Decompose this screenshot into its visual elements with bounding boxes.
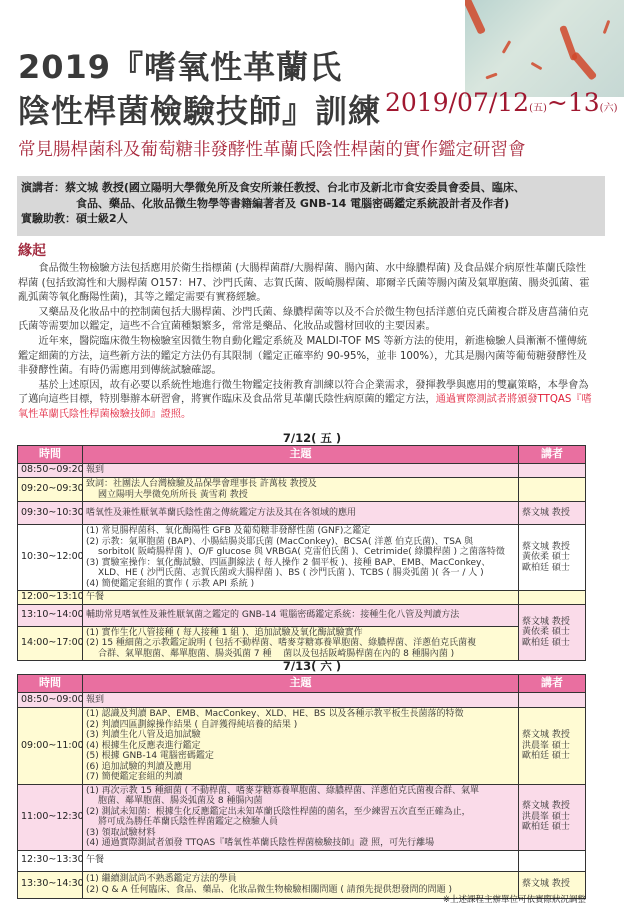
topic-cell [83,478,519,502]
topic-line: 嗜氧性及兼性厭氧革蘭氏陰性菌之傳統鑑定方法及其在各領域的應用 [86,507,357,518]
speaker-cell [519,502,586,525]
lecturer-box [17,176,605,236]
time-cell: 08:50~09:00 [18,693,83,708]
topic-line: 午餐 [86,855,105,866]
speaker-name: 蔡文城 教授 [522,541,570,552]
table-row [18,784,586,850]
date-end: ~13 [546,88,600,117]
topic-line: (7) 簡便鑑定套組的判讀 [86,772,183,782]
table-row [18,693,586,708]
speaker-name: 蔡文城 教授 [522,507,570,518]
speaker-cell [519,693,586,708]
speaker-name: 歐柏廷 碩士 [522,562,570,573]
topic-line: 將可成為勝任革蘭氏陰性桿菌鑑定之檢驗人員 [98,817,279,827]
lecturer-line1: 演講者：蔡文城 教授(國立陽明大學微免所及食安所兼任教授、台北市及新北市食安委員會委員、臨床、 [21,181,525,194]
speaker-cell [519,784,586,850]
topic-cell [83,591,519,605]
topic-cell [83,525,519,591]
speaker-name: 歐柏廷 碩士 [522,751,570,761]
topic-line: (2) 示教：氣單胞菌 (BAP)、小腸結腸炎耶氏菌 (MacConkey)、BCSA( 洋蔥 伯克氏菌)、TSA 與 [86,536,474,547]
speaker-name: 黃依柔 碩士 [522,552,570,563]
speaker-name: 蔡文城 教授 [522,801,570,812]
date-day2: (六) [599,103,618,114]
day2-schedule-table [17,674,586,899]
topic-line: (3) 判讀生化八管及追加試驗 [86,730,201,740]
table-row [18,478,586,502]
table-row [18,604,586,626]
paragraph: 又藥品及化妝品中的控制菌包括大腸桿菌、沙門氏菌、綠膿桿菌等以及不合於微生物包括洋蔥伯克氏菌複合群及唐菖蒲伯克氏菌等需要加以鑑定，這些不合宜菌種類繁多，常常是藥品、化妝品或醫材回收的主要因素。 [18,306,589,333]
paragraph: 近年來，醫院臨床微生物檢驗室因微生物自動化鑑定系統及 MALDI-TOF MS 等新方法的使用，新進檢驗人員漸漸不懂傳統鑑定細菌的方法，這些新方法的鑑定方法仍有其限制（鑑定正確率約 90-95%，並非 100%），尤其是腸內菌等葡萄糖發酵性及非發酵性菌。有時仍需應用到傳統試驗確認。 [18,335,588,377]
assistant-line: 實驗助教：碩士級2人 [21,212,128,225]
col-speaker: 講者 [519,675,586,693]
speaker-cell [519,604,586,661]
paragraph: 食品微生物檢驗方法包括應用於衛生指標菌 (大腸桿菌群/大腸桿菌、腸內菌、水中綠膿桿菌) 及食品媒介病原性革蘭氏陰性桿菌 (包括致瀉性和大腸桿菌 O157：H7、沙門氏菌、志賀氏菌、阪崎腸桿菌、耶爾辛氏菌等腸內菌及氣單胞菌、腸炎弧菌、霍亂弧菌等氧化酶陽性菌)，其等之鑑定需要有實務經驗。 [18,263,590,304]
topic-line: (2) 15 種細菌之示教鑑定說明 ( 包括不動桿菌、嗜麥芽糖寡養單胞菌、綠膿桿菌、洋蔥伯克氏菌複 [86,638,477,648]
topic-line: 報到 [86,465,105,476]
time-cell: 12:00~13:10 [18,591,83,605]
topic-line: (4) 通過實際測試者頒發 TTQAS『嗜氧性革蘭氏陰性桿菌檢驗技師』證 照，可先行離場 [86,838,435,848]
topic-cell [83,502,519,525]
day1-title: 7/12( 五 ) [282,431,342,445]
time-cell: 08:50~09:20 [18,464,83,478]
speaker-name: 歐柏廷 碩士 [522,822,570,833]
col-time: 時間 [18,446,83,464]
table-row [18,708,586,785]
time-cell: 09:30~10:30 [18,502,83,525]
table-header [18,446,586,464]
speaker-name: 蔡文城 教授 [522,879,570,890]
date-day1: (五) [529,103,547,114]
speaker-cell [519,525,586,591]
topic-cell [83,464,519,478]
topic-line: 國立陽明大學微免所所長 黃雪莉 教授 [98,489,248,500]
topic-line: (2) Q & A 任何臨床、食品、藥品、化妝品微生物檢驗相關問題 ( 請預先提供想發問的問題 ) [86,884,453,895]
topic-line: 午餐 [86,592,105,602]
origin-body [18,262,593,423]
footnote: ※上述課程主辦單位可依實際狀況調整 [442,895,586,905]
topic-line: (4) 簡便鑑定套組的實作 ( 示教 API 系統 ) [86,578,255,589]
time-cell: 13:10~14:00 [18,604,83,626]
day2-title: 7/13( 六 ) [282,659,342,673]
time-cell: 14:00~17:00 [18,626,83,661]
speaker-cell [519,478,586,502]
speaker-name: 洪晨峯 碩士 [522,811,570,822]
topic-cell [83,784,519,850]
day1-schedule-table [17,445,586,661]
topic-line: (1) 實作生化八管接種 ( 每人接種 1 組 )、追加試驗及氧化酶試驗實作 [86,627,363,638]
topic-line: XLD、HE ( 沙門氏菌、志賀氏菌或大腸桿菌 )、BS ( 沙門氏菌 )、TCBS ( 腸炎弧菌 )( 各一 / 人 ) [98,568,484,578]
topic-line: (2) 判讀四區劃線操作結果 ( 自評獲得純培養的結果 ) [86,719,298,730]
topic-line: 輔助常見嗜氧性及兼性厭氧菌之鑑定的 GNB-14 電腦密碼鑑定系統：接種生化八管及判讀方法 [86,609,460,620]
speaker-cell [519,850,586,871]
topic-line: (4) 根據生化反應表進行鑑定 [86,740,201,751]
topic-cell [83,626,519,661]
certificate-note: 通過實際測試者將頒發TTQAS『嗜氧性革蘭氏陰性桿菌檢驗技師』證照。 [18,394,592,420]
title-line-1: 2019『嗜氧性革蘭氏 [18,48,343,86]
topic-line: (5) 根據 GNB-14 電腦密碼鑑定 [86,751,214,761]
topic-line: (1) 認識及判讀 BAP、EMB、MacConkey、XLD、HE、BS 以及各種示教平板生長菌落的特徵 [86,709,464,719]
time-cell: 10:30~12:00 [18,525,83,591]
topic-line: (2) 測試未知菌：根據生化反應鑑定出未知革蘭氏陰性桿菌的菌名，至少練習五次直至正確為止， [86,806,471,817]
paragraph-text: 基於上述原因，故有必要以系統性地進行微生物鑑定技術教育訓練以符合企業需求，發揮教學與應用的雙贏策略，本學會為了邁向這些目標，特別舉辦本研習會，將實作臨床及食品常見革蘭氏陰性病原菌的鑑定方法， [18,379,589,406]
topic-line: (3) 領取試驗材料 [86,827,156,838]
time-cell: 13:30~14:30 [18,871,83,898]
origin-heading: 緣起 [18,243,46,259]
speaker-cell [519,591,586,605]
title-line-2: 陰性桿菌檢驗技師』訓練 [18,92,382,130]
speaker-name: 蔡文城 教授 [522,616,570,627]
date-start: 2019/07/12 [385,88,530,117]
speaker-name: 蔡文城 教授 [522,730,570,740]
col-time: 時間 [18,675,83,693]
col-topic: 主題 [83,446,519,464]
time-cell: 09:00~11:00 [18,708,83,785]
topic-cell [83,604,519,626]
topic-line: 致詞：社團法人台灣檢驗及品保學會理事長 許萬枝 教授及 [86,479,317,489]
col-speaker: 講者 [519,446,586,464]
table-row [18,626,586,661]
speaker-cell [519,708,586,785]
table-row [18,464,586,478]
subtitle: 常見腸桿菌科及葡萄糖非發酵性革蘭氏陰性桿菌的實作鑑定研習會 [18,140,526,160]
topic-line: (1) 再次示教 15 種細菌 ( 不動桿菌、嗜麥芽糖寡養單胞菌、綠膿桿菌、洋蔥伯克氏菌複合群、氣單 [86,785,480,796]
table-row [18,591,586,605]
time-cell: 09:20~09:30 [18,478,83,502]
topic-cell [83,708,519,785]
table-row [18,502,586,525]
table-row [18,525,586,591]
speaker-cell [519,464,586,478]
topic-cell [83,693,519,708]
topic-line: 報到 [86,694,105,705]
time-cell: 12:30~13:30 [18,850,83,871]
topic-line: 合群、氣單胞菌、鄰單胞菌、腸炎弧菌 7 種 菌以及包括阪崎腸桿菌在內的 8 種腸內菌 ) [98,648,455,659]
topic-line: sorbitol( 阪崎腸桿菌 )、O/F glucose 與 VRBGA( 克雷伯氏菌 )、Cetrimide( 綠膿桿菌 ) 之菌落特徵 [98,547,505,557]
topic-line: 胞菌、鄰單胞菌、腸炎弧菌及 8 種腸內菌 [98,796,263,806]
topic-line: (1) 繼續測試尚不熟悉鑑定方法的學員 [86,874,237,884]
speaker-name: 洪晨峯 碩士 [522,740,570,751]
paragraph [18,379,593,423]
event-date [385,88,617,117]
col-topic: 主題 [83,675,519,693]
lecturer-line2: 食品、藥品、化妝品微生物學等書籍編著者及 GNB-14 電腦密碼鑑定系統設計者及作者) [76,196,510,210]
bacteria-photo [465,0,624,97]
speaker-name: 黃依柔 碩士 [522,627,570,637]
speaker-name: 歐柏廷 碩士 [522,637,570,648]
table-row [18,850,586,871]
table-header [18,675,586,693]
topic-cell [83,850,519,871]
topic-line: (1) 常見腸桿菌科、氧化酶陽性 GFB 及葡萄糖非發酵性菌 (GNF)之鑑定 [86,526,371,536]
topic-line: (3) 實驗室操作：氧化酶試驗、四區劃線法 ( 每人操作 2 個平板 )、接種 BAP、EMB、MacConkey、 [86,557,491,568]
time-cell: 11:00~12:30 [18,784,83,850]
topic-line: (6) 追加試驗的判讀及應用 [86,761,192,772]
